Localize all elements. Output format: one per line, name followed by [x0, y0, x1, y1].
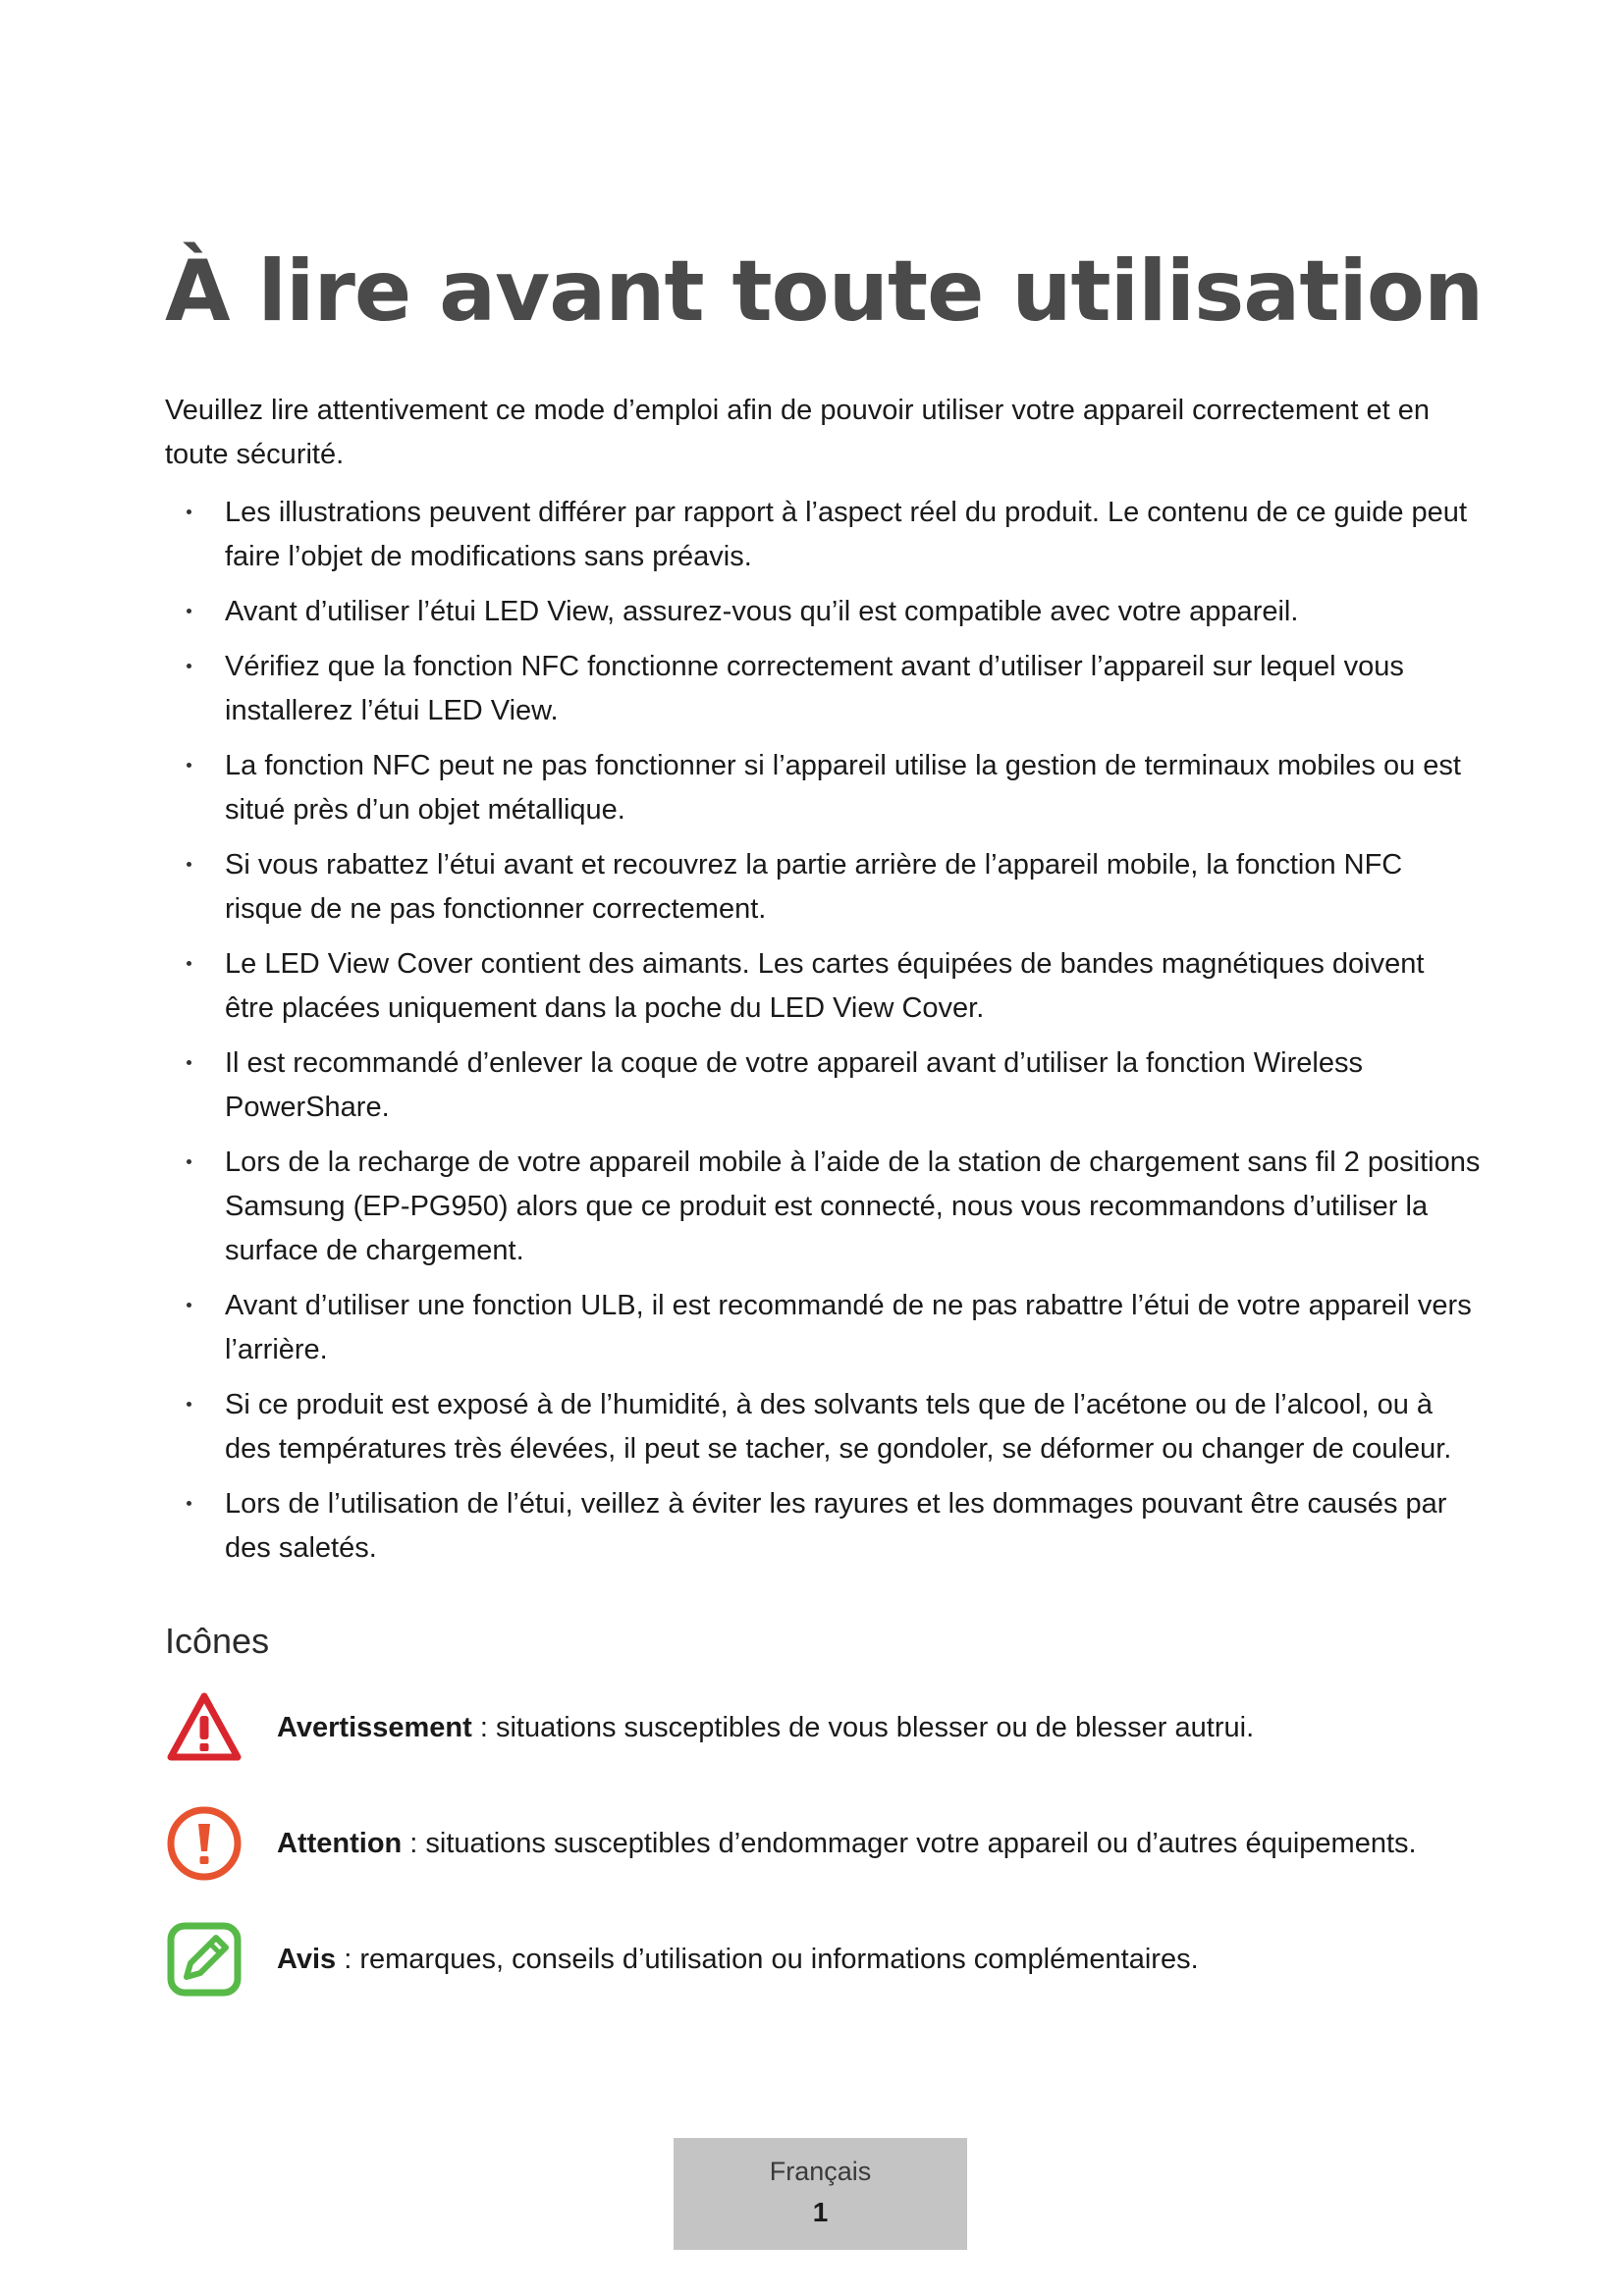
note-description: Avis : remarques, conseils d’utilisation ou informations complémentaires. [277, 1944, 1199, 1975]
note-pencil-icon [165, 1920, 244, 1999]
caution-exclamation-icon [165, 1804, 244, 1883]
page-number: 1 [812, 2197, 829, 2227]
bullet-icon [187, 961, 191, 966]
warning-row [165, 1688, 1481, 1804]
caution-label: Attention [277, 1828, 403, 1859]
list-item: Il est recommandé d’enlever la coque de votre appareil avant d’utiliser la fonction Wireless PowerShare. [165, 1041, 1481, 1130]
page-title: À lire avant toute utilisation [165, 242, 1484, 341]
main-content [165, 389, 1481, 2036]
caution-row [165, 1804, 1481, 1920]
bullet-icon [187, 763, 191, 768]
list-item: Les illustrations peuvent différer par rapport à l’aspect réel du produit. Le contenu de ce guide peut faire l’objet de modifications sans préavis. [165, 491, 1481, 579]
list-item: Vérifiez que la fonction NFC fonctionne correctement avant d’utiliser l’appareil sur lequel vous installerez l’étui LED View. [165, 645, 1481, 733]
note-row [165, 1920, 1481, 2036]
warning-triangle-icon [165, 1688, 244, 1767]
list-item: Avant d’utiliser une fonction ULB, il est recommandé de ne pas rabattre l’étui de votre appareil vers l’arrière. [165, 1284, 1481, 1372]
bullet-icon [187, 609, 191, 614]
warning-label: Avertissement [277, 1712, 472, 1743]
list-item: Si ce produit est exposé à de l’humidité, à des solvants tels que de l’acétone ou de l’alcool, ou à des températures très élevées, il peut se tacher, se gondoler, se déformer ou changer de couleur. [165, 1383, 1481, 1471]
notes-list [165, 491, 1481, 1571]
page-footer [674, 2138, 967, 2250]
bullet-icon [187, 509, 191, 514]
intro-paragraph: Veuillez lire attentivement ce mode d’emploi afin de pouvoir utiliser votre appareil correctement et en toute sécurité. [165, 395, 1430, 470]
list-item: La fonction NFC peut ne pas fonctionner si l’appareil utilise la gestion de terminaux mobiles ou est situé près d’un objet métallique. [165, 744, 1481, 832]
bullet-icon [187, 1159, 191, 1164]
footer-language: Français [769, 2157, 872, 2186]
list-item: Lors de l’utilisation de l’étui, veillez à éviter les rayures et les dommages pouvant être causés par des saletés. [165, 1482, 1481, 1571]
list-item: Si vous rabattez l’étui avant et recouvrez la partie arrière de l’appareil mobile, la fonction NFC risque de ne pas fonctionner correctement. [165, 843, 1481, 932]
bullet-icon [187, 862, 191, 867]
note-label: Avis [277, 1944, 337, 1975]
bullet-icon [187, 664, 191, 668]
list-item: Avant d’utiliser l’étui LED View, assurez-vous qu’il est compatible avec votre appareil. [165, 590, 1481, 634]
warning-description: Avertissement : situations susceptibles de vous blesser ou de blesser autrui. [277, 1712, 1255, 1743]
bullet-icon [187, 1402, 191, 1407]
icons-section-title: Icônes [165, 1621, 270, 1661]
bullet-icon [187, 1303, 191, 1308]
list-item: Lors de la recharge de votre appareil mobile à l’aide de la station de chargement sans fil 2 positions Samsung (EP-PG950) alors que ce produit est connecté, nous vous recommandons d’utiliser la surface de chargement. [165, 1141, 1481, 1273]
icons-legend [165, 1688, 1481, 2036]
bullet-icon [187, 1501, 191, 1506]
list-item: Le LED View Cover contient des aimants. Les cartes équipées de bandes magnétiques doivent être placées uniquement dans la poche du LED View Cover. [165, 942, 1481, 1031]
caution-description: Attention : situations susceptibles d’endommager votre appareil ou d’autres équipements. [277, 1828, 1417, 1859]
bullet-icon [187, 1060, 191, 1065]
